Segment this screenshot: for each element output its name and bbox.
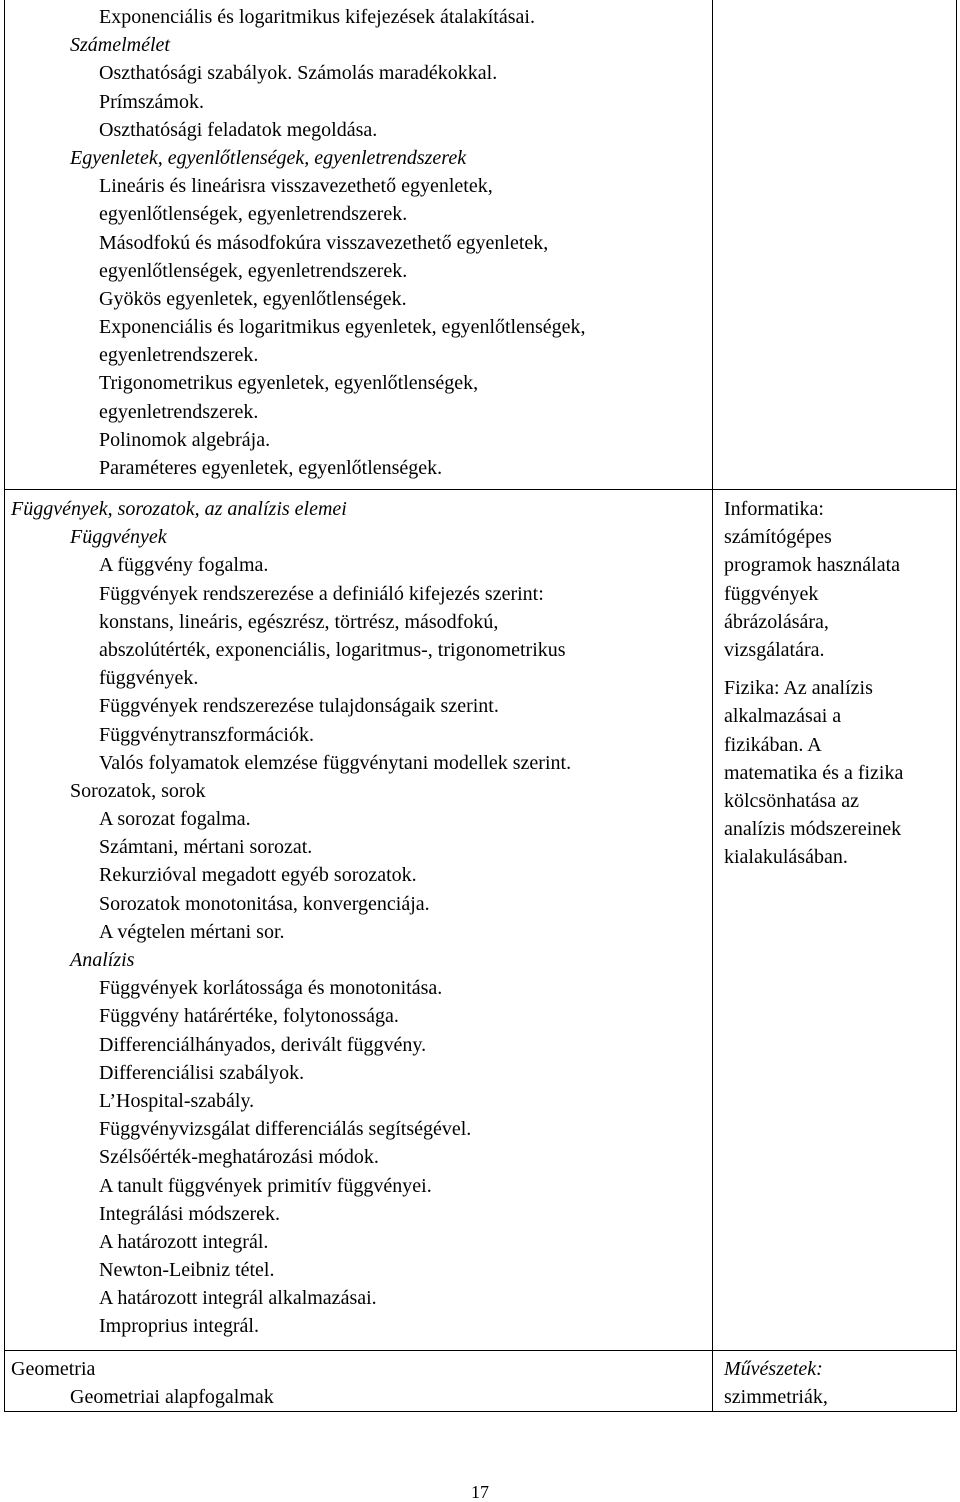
note-line: kialakulásában. [724, 846, 848, 869]
topic-line: Geometria [11, 1358, 96, 1380]
note-line: Fizika: Az analízis [724, 677, 873, 700]
topic-line: Newton-Leibniz tétel. [99, 1259, 275, 1282]
note-line: Informatika: [724, 498, 824, 520]
column-divider-top [712, 0, 713, 1412]
topic-line: függvények. [99, 667, 199, 690]
topic-line: Exponenciális és logaritmikus egyenletek, egyenlőtlenségek, [99, 316, 586, 339]
geometry-topics-cell [11, 1355, 711, 1411]
topic-line: Improprius integrál. [99, 1315, 259, 1338]
topic-line: Lineáris és lineárisra visszavezethető egyenletek, [99, 175, 493, 198]
note-line: szimmetriák, [724, 1386, 828, 1409]
topic-line: Függvények [70, 526, 167, 549]
topic-line: A sorozat fogalma. [99, 808, 251, 831]
topic-line: Számelmélet [70, 34, 170, 57]
topic-line: Differenciálisi szabályok. [99, 1061, 305, 1084]
topic-line: Oszthatósági szabályok. Számolás maradékokkal. [99, 62, 498, 85]
note-line: kölcsönhatása az [724, 789, 859, 812]
page-number: 17 [471, 1482, 489, 1502]
geometry-notes-cell [724, 1355, 954, 1411]
row-divider-2 [5, 1350, 956, 1351]
topic-line: egyenlőtlenségek, egyenletrendszerek. [99, 203, 408, 226]
topic-line: Rekurzióval megadott egyéb sorozatok. [99, 864, 417, 887]
topic-line: Szélsőérték-meghatározási módok. [99, 1146, 379, 1169]
note-line: vizsgálatára. [724, 638, 825, 661]
topic-line: A végtelen mértani sor. [99, 920, 285, 943]
note-line: programok használata [724, 554, 901, 577]
note-line: matematika és a fizika [724, 761, 904, 784]
note-line: függvények [724, 582, 819, 605]
topic-line: Függvények korlátossága és monotonitása. [99, 977, 443, 1000]
note-line: Művészetek: [724, 1358, 823, 1380]
topic-line: konstans, lineáris, egészrész, törtrész, másodfokú, [99, 610, 499, 633]
topic-line: Függvények rendszerezése a definiáló kifejezés szerint: [99, 582, 544, 605]
note-line: ábrázolására, [724, 610, 829, 633]
topic-line: A határozott integrál. [99, 1230, 269, 1253]
topic-line: egyenlőtlenségek, egyenletrendszerek. [99, 259, 408, 282]
topic-line: Másodfokú és másodfokúra visszavezethető egyenletek, [99, 231, 549, 254]
topic-line: egyenletrendszerek. [99, 400, 259, 423]
topic-line: Analízis [70, 949, 135, 971]
topic-line: A függvény fogalma. [99, 554, 269, 577]
topic-line: Trigonometrikus egyenletek, egyenlőtlenségek, [99, 372, 479, 395]
topic-line: Egyenletek, egyenlőtlenségek, egyenletrendszerek [70, 146, 467, 169]
algebra-topics-cell [11, 3, 711, 482]
topic-line: Sorozatok, sorok [70, 779, 206, 802]
topic-line: Prímszámok. [99, 90, 204, 113]
analysis-notes-cell [724, 495, 954, 871]
note-line: számítógépes [724, 526, 832, 549]
topic-line: Függvényvizsgálat differenciálás segítségével. [99, 1118, 472, 1141]
note-line [724, 664, 954, 674]
topic-line: A határozott integrál alkalmazásai. [99, 1287, 377, 1310]
topic-line: Paraméteres egyenletek, egyenlőtlenségek. [99, 457, 443, 479]
topic-line: Sorozatok monotonitása, konvergenciája. [99, 892, 430, 915]
note-line: alkalmazásai a [724, 705, 842, 728]
analysis-topics-cell [11, 495, 711, 1341]
topic-line: Függvénytranszformációk. [99, 723, 314, 746]
topic-line: Integrálási módszerek. [99, 1202, 281, 1225]
topic-line: Függvények, sorozatok, az analízis elemei [11, 498, 347, 520]
topic-line: abszolútérték, exponenciális, logaritmus-, trigonometrikus [99, 638, 566, 661]
topic-line: Geometriai alapfogalmak [70, 1386, 274, 1409]
topic-line: Számtani, mértani sorozat. [99, 836, 313, 859]
topic-line: Valós folyamatok elemzése függvénytani modellek szerint. [99, 751, 572, 774]
topic-line: Oszthatósági feladatok megoldása. [99, 118, 378, 141]
topic-line: A tanult függvények primitív függvényei. [99, 1174, 432, 1197]
topic-line: Exponenciális és logaritmikus kifejezések átalakításai. [99, 6, 535, 28]
topic-line: Differenciálhányados, derivált függvény. [99, 1033, 427, 1056]
row-divider-1 [5, 489, 956, 490]
topic-line: egyenletrendszerek. [99, 344, 259, 367]
note-line: analízis módszereinek [724, 818, 902, 841]
topic-line: Függvények rendszerezése tulajdonságaik szerint. [99, 695, 499, 718]
topic-line: L’Hospital-szabály. [99, 1089, 255, 1112]
note-line: fizikában. A [724, 733, 822, 756]
topic-line: Polinomok algebrája. [99, 428, 271, 451]
topic-line: Gyökös egyenletek, egyenlőtlenségek. [99, 287, 407, 310]
topic-line: Függvény határértéke, folytonossága. [99, 1005, 399, 1028]
